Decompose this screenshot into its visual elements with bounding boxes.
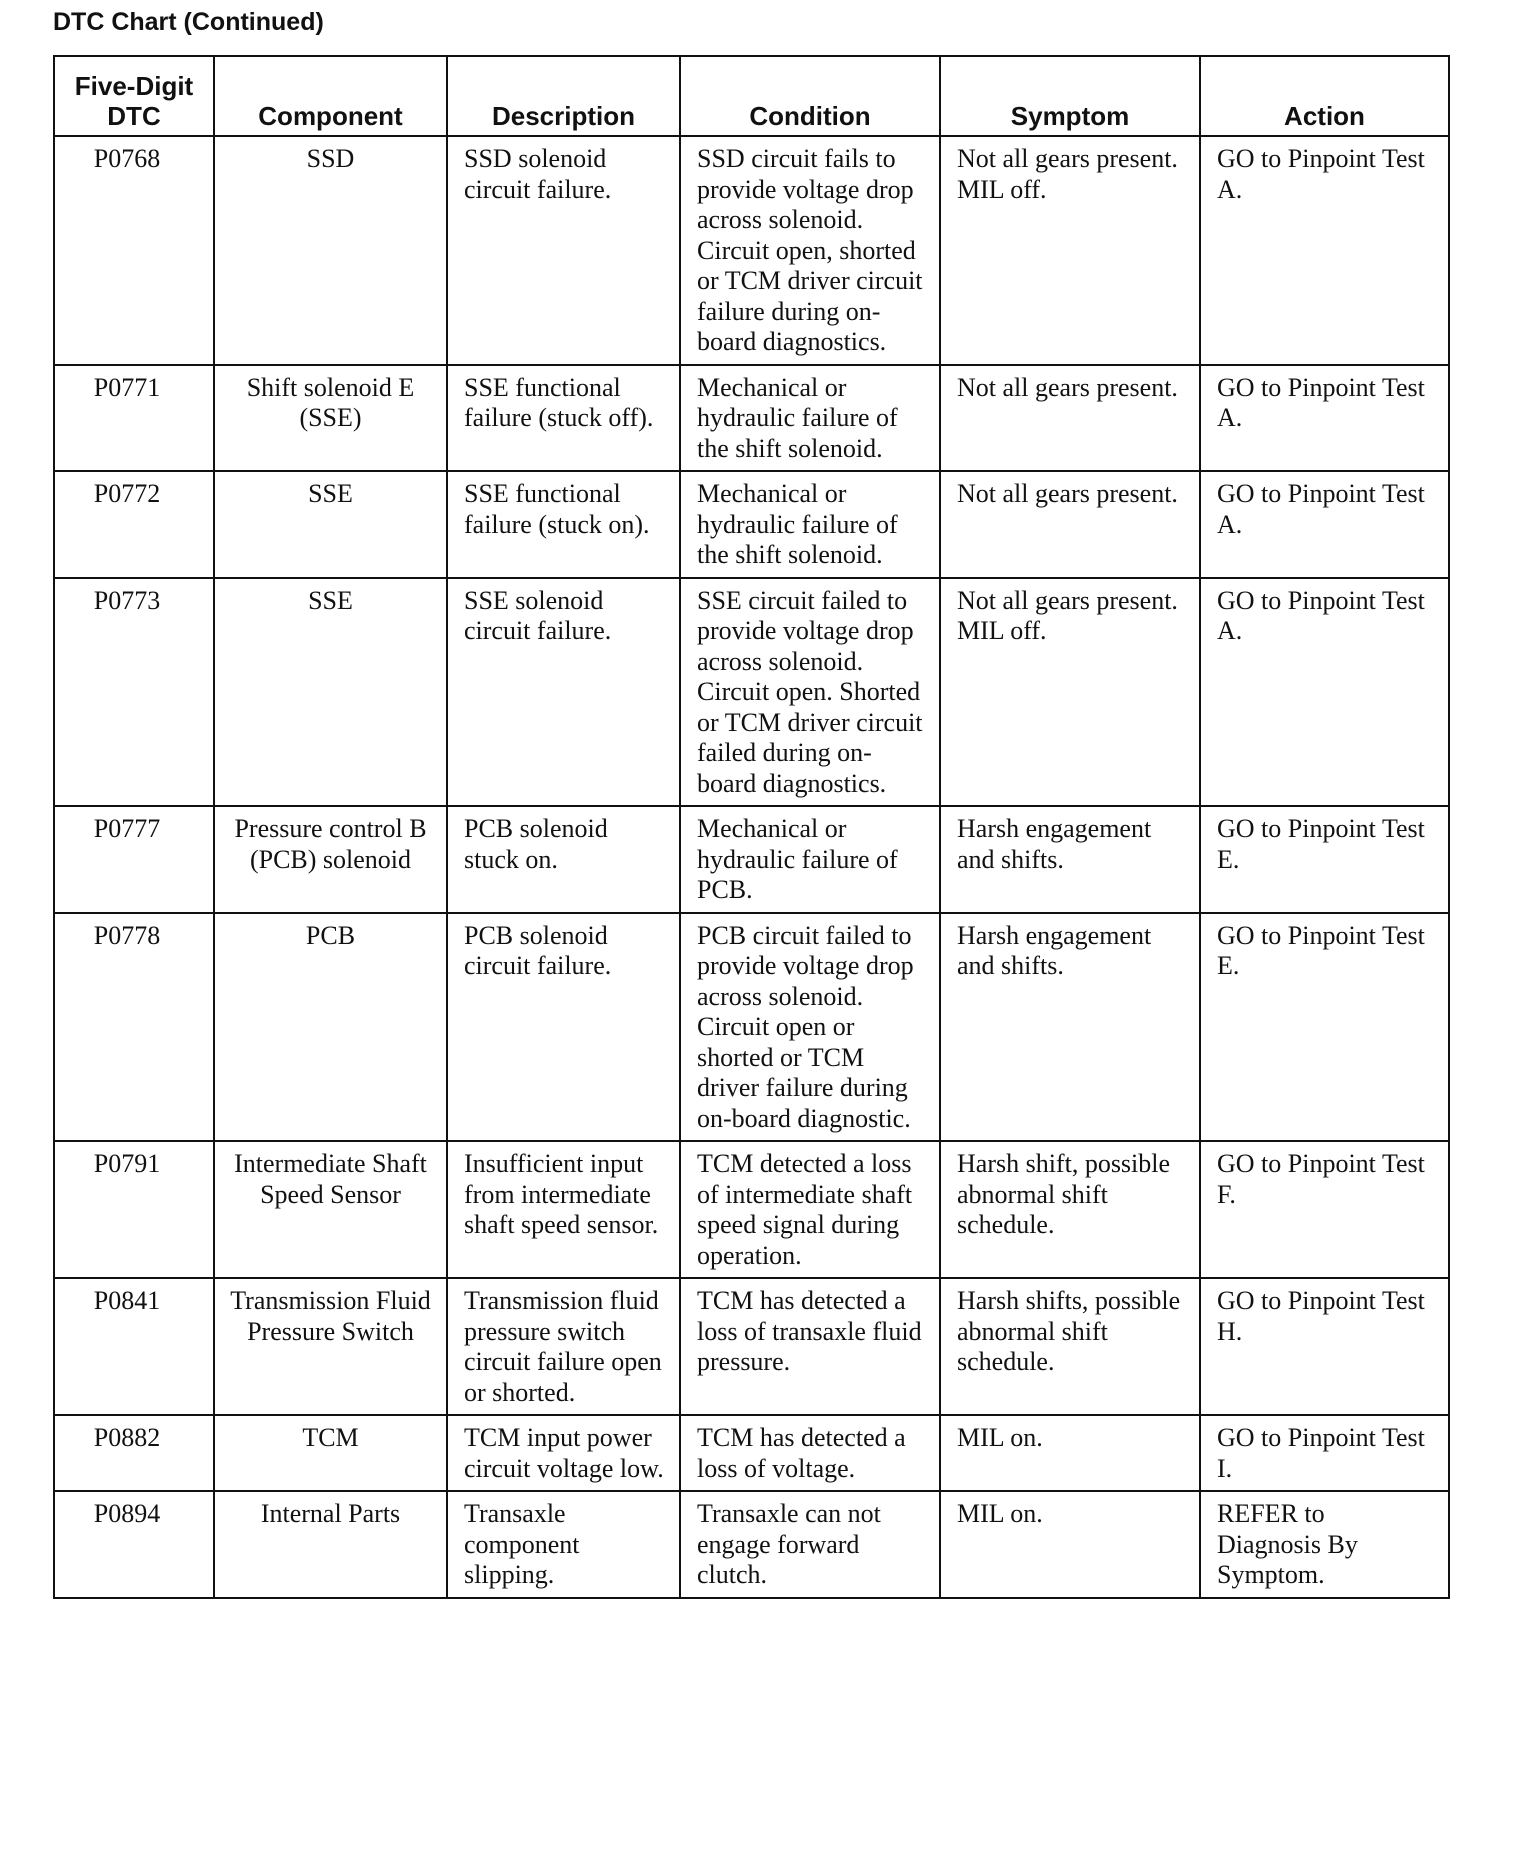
description-cell: SSE functional failure (stuck on). [447, 471, 680, 578]
action-cell: GO to Pinpoint Test E. [1200, 806, 1449, 913]
dtc-table [53, 55, 1450, 1599]
dtc-code: P0777 [54, 806, 214, 913]
dtc-code: P0768 [54, 136, 214, 365]
description-cell: SSE functional failure (stuck off). [447, 365, 680, 472]
symptom-cell: MIL on. [940, 1415, 1200, 1491]
table-row [54, 806, 1449, 913]
table-row [54, 365, 1449, 472]
dtc-code: P0772 [54, 471, 214, 578]
condition-cell: TCM has detected a loss of voltage. [680, 1415, 940, 1491]
dtc-code: P0773 [54, 578, 214, 807]
condition-cell: TCM detected a loss of intermediate shaft speed signal during operation. [680, 1141, 940, 1278]
action-cell: GO to Pinpoint Test H. [1200, 1278, 1449, 1415]
description-cell: PCB solenoid circuit failure. [447, 913, 680, 1142]
condition-cell: Mechanical or hydraulic failure of the shift solenoid. [680, 365, 940, 472]
description-cell: Transmission fluid pressure switch circuit failure open or shorted. [447, 1278, 680, 1415]
condition-cell: PCB circuit failed to provide voltage drop across solenoid. Circuit open or shorted or TCM driver failure during on-board diagnostic. [680, 913, 940, 1142]
description-cell: TCM input power circuit voltage low. [447, 1415, 680, 1491]
dtc-code: P0841 [54, 1278, 214, 1415]
component-cell: TCM [214, 1415, 447, 1491]
header-symptom: Symptom [940, 56, 1200, 136]
condition-cell: TCM has detected a loss of transaxle fluid pressure. [680, 1278, 940, 1415]
table-row [54, 913, 1449, 1142]
action-cell: REFER to Diagnosis By Symptom. [1200, 1491, 1449, 1598]
header-condition: Condition [680, 56, 940, 136]
dtc-code: P0778 [54, 913, 214, 1142]
action-cell: GO to Pinpoint Test E. [1200, 913, 1449, 1142]
description-cell: Transaxle component slipping. [447, 1491, 680, 1598]
table-row [54, 1415, 1449, 1491]
symptom-cell: Harsh engagement and shifts. [940, 913, 1200, 1142]
header-description: Description [447, 56, 680, 136]
dtc-code: P0791 [54, 1141, 214, 1278]
condition-cell: Transaxle can not engage forward clutch. [680, 1491, 940, 1598]
dtc-code: P0882 [54, 1415, 214, 1491]
component-cell: Transmission Fluid Pressure Switch [214, 1278, 447, 1415]
description-cell: Insufficient input from intermediate shaft speed sensor. [447, 1141, 680, 1278]
symptom-cell: MIL on. [940, 1491, 1200, 1598]
header-dtc: Five-Digit DTC [54, 56, 214, 136]
symptom-cell: Harsh shift, possible abnormal shift schedule. [940, 1141, 1200, 1278]
symptom-cell: Not all gears present. [940, 471, 1200, 578]
dtc-code: P0894 [54, 1491, 214, 1598]
description-cell: SSE solenoid circuit failure. [447, 578, 680, 807]
table-row [54, 1491, 1449, 1598]
table-row [54, 578, 1449, 807]
symptom-cell: Not all gears present. MIL off. [940, 578, 1200, 807]
action-cell: GO to Pinpoint Test A. [1200, 471, 1449, 578]
component-cell: Shift solenoid E (SSE) [214, 365, 447, 472]
component-cell: SSE [214, 578, 447, 807]
condition-cell: Mechanical or hydraulic failure of the shift solenoid. [680, 471, 940, 578]
symptom-cell: Not all gears present. [940, 365, 1200, 472]
action-cell: GO to Pinpoint Test A. [1200, 578, 1449, 807]
table-row [54, 1278, 1449, 1415]
table-row [54, 1141, 1449, 1278]
component-cell: SSD [214, 136, 447, 365]
component-cell: Internal Parts [214, 1491, 447, 1598]
description-cell: PCB solenoid stuck on. [447, 806, 680, 913]
action-cell: GO to Pinpoint Test F. [1200, 1141, 1449, 1278]
table-row [54, 471, 1449, 578]
header-row [54, 56, 1449, 136]
component-cell: PCB [214, 913, 447, 1142]
symptom-cell: Harsh engagement and shifts. [940, 806, 1200, 913]
action-cell: GO to Pinpoint Test I. [1200, 1415, 1449, 1491]
action-cell: GO to Pinpoint Test A. [1200, 365, 1449, 472]
condition-cell: Mechanical or hydraulic failure of PCB. [680, 806, 940, 913]
component-cell: Pressure control B (PCB) solenoid [214, 806, 447, 913]
symptom-cell: Harsh shifts, possible abnormal shift schedule. [940, 1278, 1200, 1415]
component-cell: SSE [214, 471, 447, 578]
header-action: Action [1200, 56, 1449, 136]
component-cell: Intermediate Shaft Speed Sensor [214, 1141, 447, 1278]
action-cell: GO to Pinpoint Test A. [1200, 136, 1449, 365]
condition-cell: SSE circuit failed to provide voltage drop across solenoid. Circuit open. Shorted or TCM driver circuit failed during on-board diagnostics. [680, 578, 940, 807]
description-cell: SSD solenoid circuit failure. [447, 136, 680, 365]
page-title: DTC Chart (Continued) [53, 8, 324, 36]
symptom-cell: Not all gears present. MIL off. [940, 136, 1200, 365]
dtc-code: P0771 [54, 365, 214, 472]
condition-cell: SSD circuit fails to provide voltage drop across solenoid. Circuit open, shorted or TCM driver circuit failure during on-board diagnostics. [680, 136, 940, 365]
header-component: Component [214, 56, 447, 136]
table-row [54, 136, 1449, 365]
